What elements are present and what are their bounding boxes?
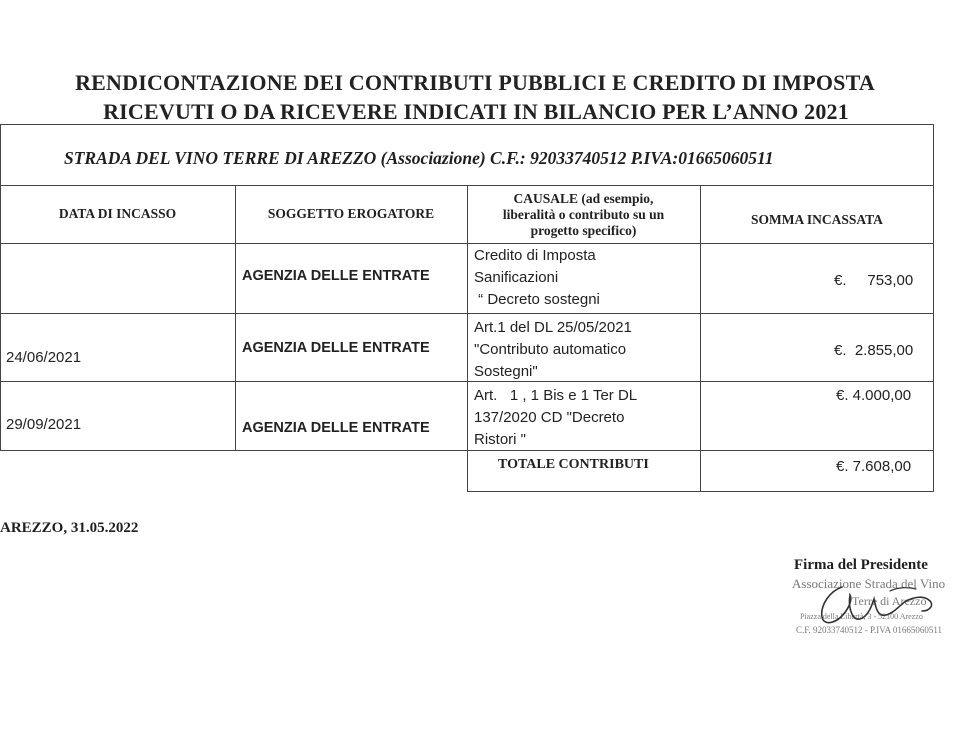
row-causale-line: 137/2020 CD "Decreto: [474, 409, 625, 426]
row-causale-line: “ Decreto sostegni: [474, 291, 600, 308]
row-soggetto: AGENZIA DELLE ENTRATE: [242, 420, 430, 436]
document-title-line2: RICEVUTI O DA RICEVERE INDICATI IN BILANCIO PER L’ANNO 2021: [103, 99, 849, 124]
header-causale: [467, 191, 700, 239]
document-title-line1: RENDICONTAZIONE DEI CONTRIBUTI PUBBLICI E CREDITO DI IMPOSTA: [75, 70, 875, 95]
signature-label: Firma del Presidente: [794, 557, 928, 573]
row-causale: [474, 317, 632, 383]
row-somma: €. 2.855,00: [834, 342, 914, 359]
header-causale-line2: liberalità o contributo su un: [502, 207, 665, 222]
body-col-divider-1: [235, 244, 236, 451]
header-causale-line1: CAUSALE (ad esempio,: [513, 191, 654, 206]
total-label: TOTALE CONTRIBUTI: [498, 457, 649, 472]
row-somma: €. 753,00: [834, 272, 914, 289]
row-causale-line: Sostegni": [474, 363, 538, 380]
row-data: 29/09/2021: [6, 416, 82, 433]
stamp-line2: Terre di Arezzo: [852, 594, 927, 608]
total-col-divider: [700, 451, 701, 492]
row-soggetto: AGENZIA DELLE ENTRATE: [242, 268, 430, 284]
total-value: €. 7.608,00: [836, 458, 912, 475]
header-somma-incassata: SOMMA INCASSATA: [751, 212, 883, 227]
stamp-line3: Piazza della Libertà, 3 - 52100 Arezzo: [800, 612, 923, 621]
row-causale-line: Credito di Imposta: [474, 247, 596, 264]
body-col-divider-3: [700, 244, 701, 451]
row-somma: €. 4.000,00: [836, 387, 912, 404]
header-causale-line3: progetto specifico): [530, 223, 637, 238]
row-causale-line: Art. 1 , 1 Bis e 1 Ter DL: [474, 387, 638, 404]
organization-line: STRADA DEL VINO TERRE DI AREZZO (Associazione) C.F.: 92033740512 P.IVA:01665060511: [64, 148, 774, 168]
header-soggetto-erogatore: SOGGETTO EROGATORE: [267, 206, 435, 221]
row-causale: [474, 385, 637, 451]
stamp-line1: Associazione Strada del Vino: [792, 576, 946, 591]
handwritten-signature: [790, 565, 960, 635]
row-causale-line: Sanificazioni: [474, 269, 559, 286]
row-causale-line: "Contributo automatico: [474, 341, 627, 358]
stamp-line4: C.F. 92033740512 - P.IVA 01665060511: [796, 625, 943, 635]
row-soggetto: AGENZIA DELLE ENTRATE: [242, 340, 430, 356]
row-causale-line: Ristori ": [474, 431, 526, 448]
place-and-date: AREZZO, 31.05.2022: [0, 520, 139, 536]
row-causale-line: Art.1 del DL 25/05/2021: [474, 319, 632, 336]
row-causale: [474, 245, 600, 311]
header-data-incasso: DATA DI INCASSO: [58, 206, 177, 221]
row-data: 24/06/2021: [6, 349, 82, 366]
body-col-divider-2: [467, 244, 468, 451]
